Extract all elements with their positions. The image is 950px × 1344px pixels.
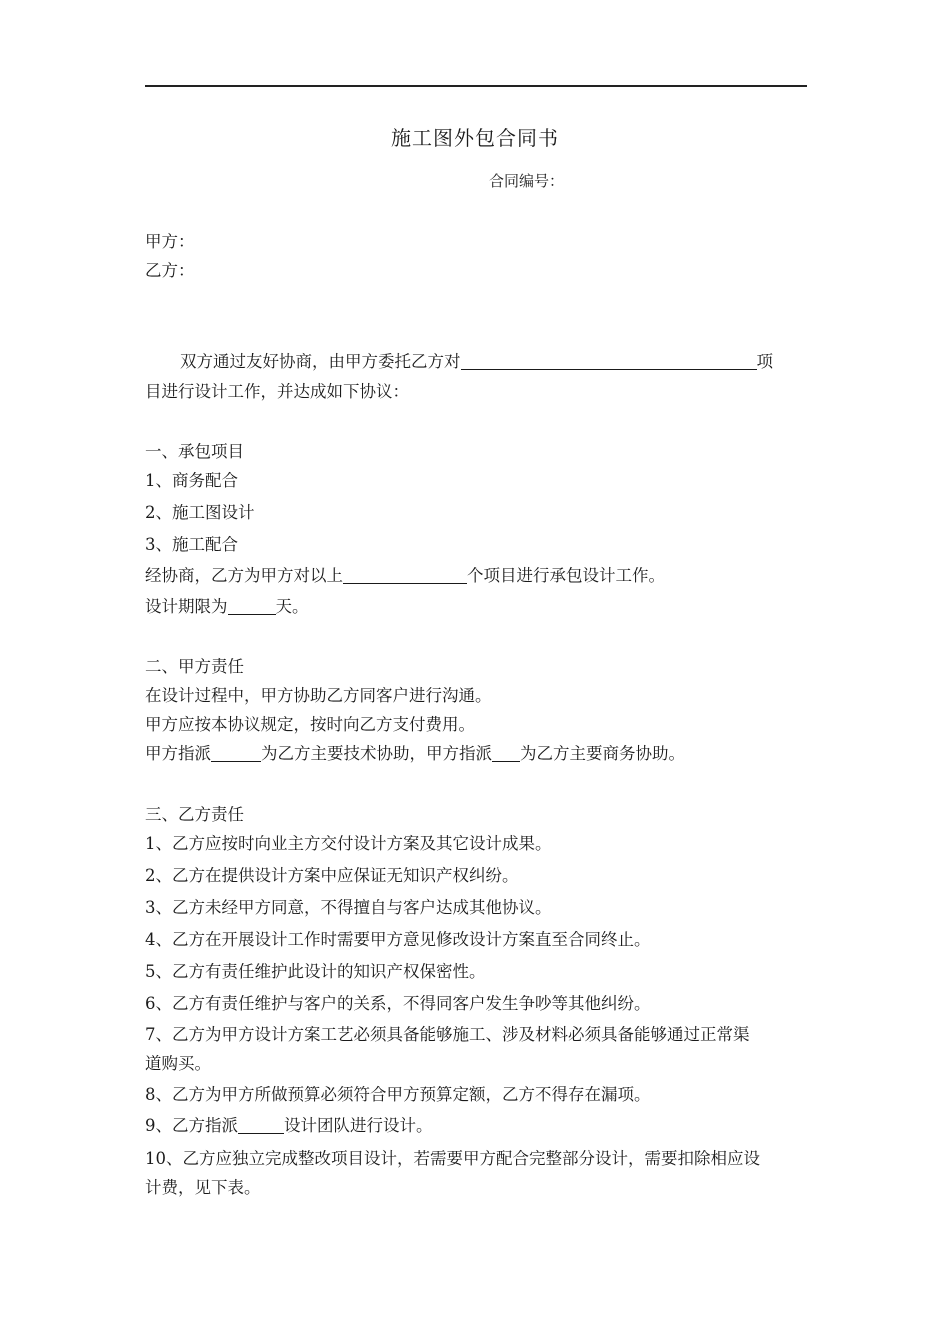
section2-line-3c: 为乙方主要商务协助。 [520,744,685,763]
section3-item-7-line-2: 道购买。 [145,1054,211,1073]
section3-item-2: 2、乙方在提供设计方案中应保证无知识产权纠纷。 [145,866,519,885]
section3-item-10-line-2: 计费，见下表。 [145,1178,261,1197]
section3-item-4: 4、乙方在开展设计工作时需要甲方意见修改设计方案直至合同终止。 [145,930,651,949]
business-assistant-blank [492,743,520,762]
section2-line-1: 在设计过程中，甲方协助乙方同客户进行沟通。 [145,686,492,705]
party-b-label: 乙方： [145,261,195,280]
party-a-label: 甲方： [145,232,195,251]
document-title: 施工图外包合同书 [391,126,559,150]
section3-item-10-line-1: 10、乙方应独立完成整改项目设计，若需要甲方配合完整部分设计，需要扣除相应设 [145,1149,760,1168]
project-count-text-b: 个项目进行承包设计工作。 [467,566,665,585]
section3-item-1: 1、乙方应按时向业主方交付设计方案及其它设计成果。 [145,834,552,853]
technical-assistant-blank [211,743,261,762]
section1-item-3: 3、施工配合 [145,535,238,554]
section3-item-7-line-1: 7、乙方为甲方设计方案工艺必须具备能够施工、涉及材料必须具备能够通过正常渠 [145,1025,750,1044]
section3-item-9 [145,1112,433,1136]
design-team-blank [238,1115,284,1134]
section3-heading: 三、乙方责任 [145,805,244,824]
intro-text-1: 双方通过友好协商，由甲方委托乙方对 [180,352,461,371]
design-period-text-b: 天。 [275,597,309,616]
design-period-line [145,593,309,617]
project-name-blank [461,351,757,370]
project-count-blank [343,565,467,584]
contract-number-label: 合同编号： [489,172,565,190]
section3-item-5: 5、乙方有责任维护此设计的知识产权保密性。 [145,962,486,981]
section2-line-3 [145,740,685,764]
section3-item-3: 3、乙方未经甲方同意，不得擅自与客户达成其他协议。 [145,898,552,917]
design-period-blank [228,596,276,615]
project-count-text-a: 经协商，乙方为甲方对以上 [145,566,343,585]
intro-line-2: 目进行设计工作，并达成如下协议： [145,382,409,401]
section2-line-3b: 为乙方主要技术协助，甲方指派 [261,744,492,763]
section2-heading: 二、甲方责任 [145,657,244,676]
section3-item-9b: 设计团队进行设计。 [284,1116,433,1135]
section3-item-9a: 9、乙方指派 [145,1116,238,1135]
design-period-text-a: 设计期限为 [145,597,228,616]
project-count-line [145,562,665,586]
section1-item-2: 2、施工图设计 [145,503,255,522]
intro-line-1 [180,348,773,372]
section3-item-8: 8、乙方为甲方所做预算必须符合甲方预算定额，乙方不得存在漏项。 [145,1085,651,1104]
intro-text-2: 项 [756,352,773,371]
section2-line-3a: 甲方指派 [145,744,211,763]
section1-heading: 一、承包项目 [145,442,244,461]
section3-item-6: 6、乙方有责任维护与客户的关系，不得同客户发生争吵等其他纠纷。 [145,994,651,1013]
section1-item-1: 1、商务配合 [145,471,238,490]
section2-line-2: 甲方应按本协议规定，按时向乙方支付费用。 [145,715,475,734]
top-rule [145,85,807,87]
